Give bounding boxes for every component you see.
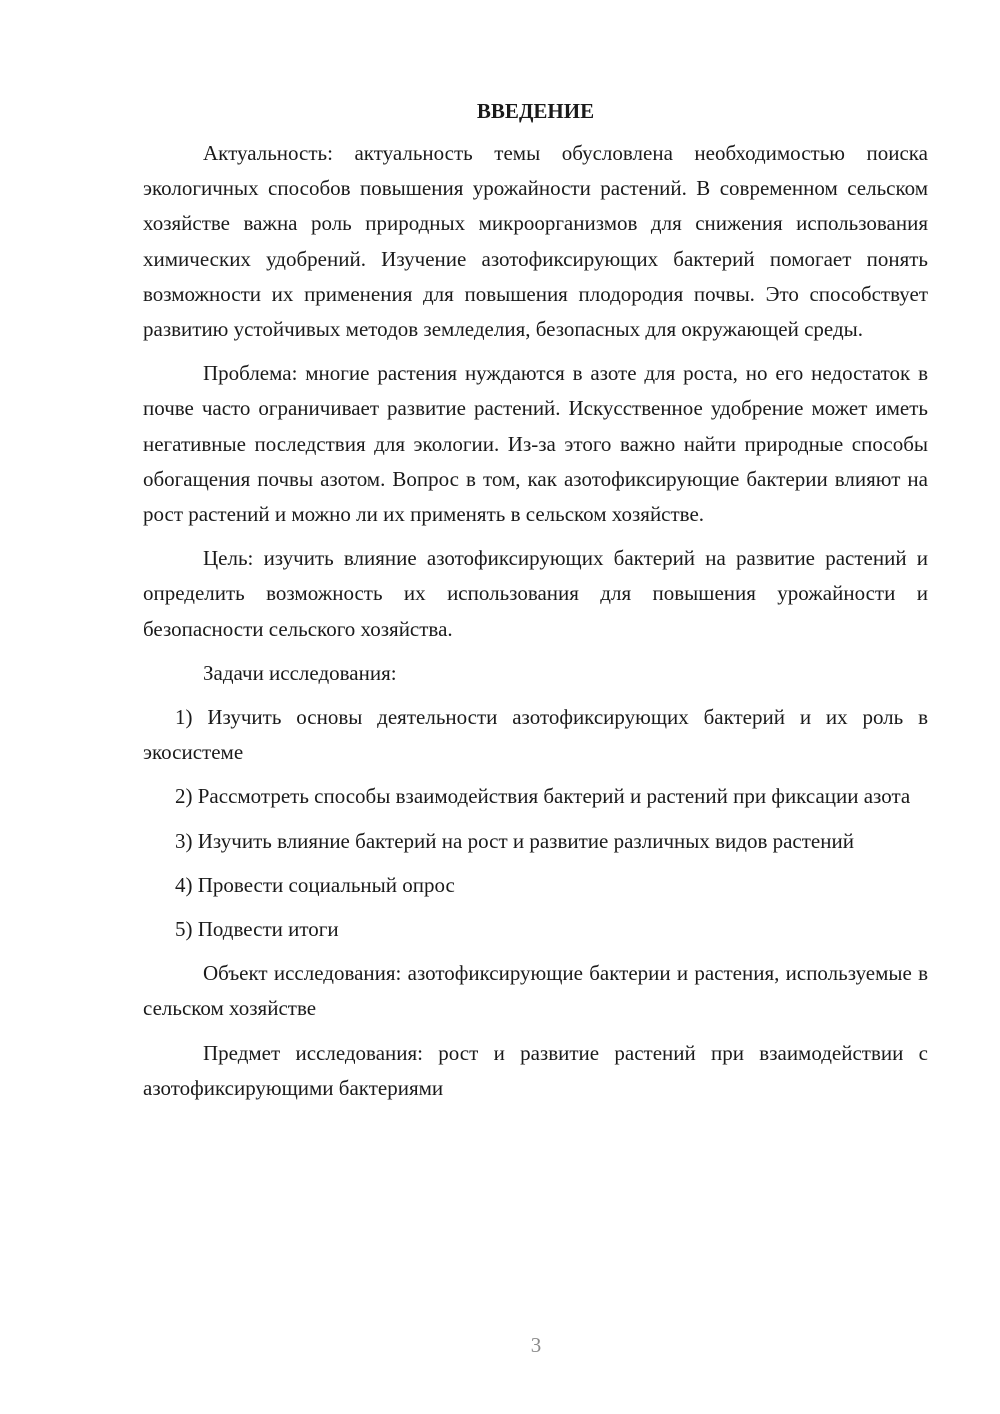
document-page — [143, 96, 928, 1115]
page-number: 3 — [530, 1333, 542, 1357]
object-paragraph: Объект исследования: азотофиксирующие бактерии и растения, используемые в сельском хозяйстве — [143, 961, 928, 1021]
task-item: 1) Изучить основы деятельности азотофиксирующих бактерий и их роль в экосистеме — [143, 705, 928, 765]
page-title: ВВЕДЕНИЕ — [476, 99, 595, 123]
task-item: 4) Провести социальный опрос — [175, 872, 455, 897]
task-item: 5) Подвести итоги — [175, 917, 339, 942]
relevance-paragraph: Актуальность: актуальность темы обусловлена необходимостью поиска экологичных способов повышения урожайности растений. В современном сельском хозяйстве важна роль природных микроорганизмов для снижения использования химических удобрений. Изучение азотофиксирующих бактерий помогает понять возможности их применения для повышения плодородия почвы. Это способствует развитию устойчивых методов земледелия, безопасных для окружающей среды. — [143, 141, 928, 342]
tasks-heading: Задачи исследования: — [203, 660, 397, 685]
tasks-list — [143, 700, 928, 947]
task-item: 3) Изучить влияние бактерий на рост и развитие различных видов растений — [175, 828, 854, 853]
goal-paragraph: Цель: изучить влияние азотофиксирующих бактерий на развитие растений и определить возможность их использования для повышения урожайности и безопасности сельского хозяйства. — [143, 546, 928, 641]
task-item: 2) Рассмотреть способы взаимодействия бактерий и растений при фиксации азота — [175, 784, 911, 809]
problem-paragraph: Проблема: многие растения нуждаются в азоте для роста, но его недостаток в почве часто ограничивает развитие растений. Искусственное удобрение может иметь негативные последствия для экологии. Из-за этого важно найти природные способы обогащения почвы азотом. Вопрос в том, как азотофиксирующие бактерии влияют на рост растений и можно ли их применять в сельском хозяйстве. — [143, 361, 928, 527]
subject-paragraph: Предмет исследования: рост и развитие растений при взаимодействии с азотофиксирующими бактериями — [143, 1040, 928, 1100]
